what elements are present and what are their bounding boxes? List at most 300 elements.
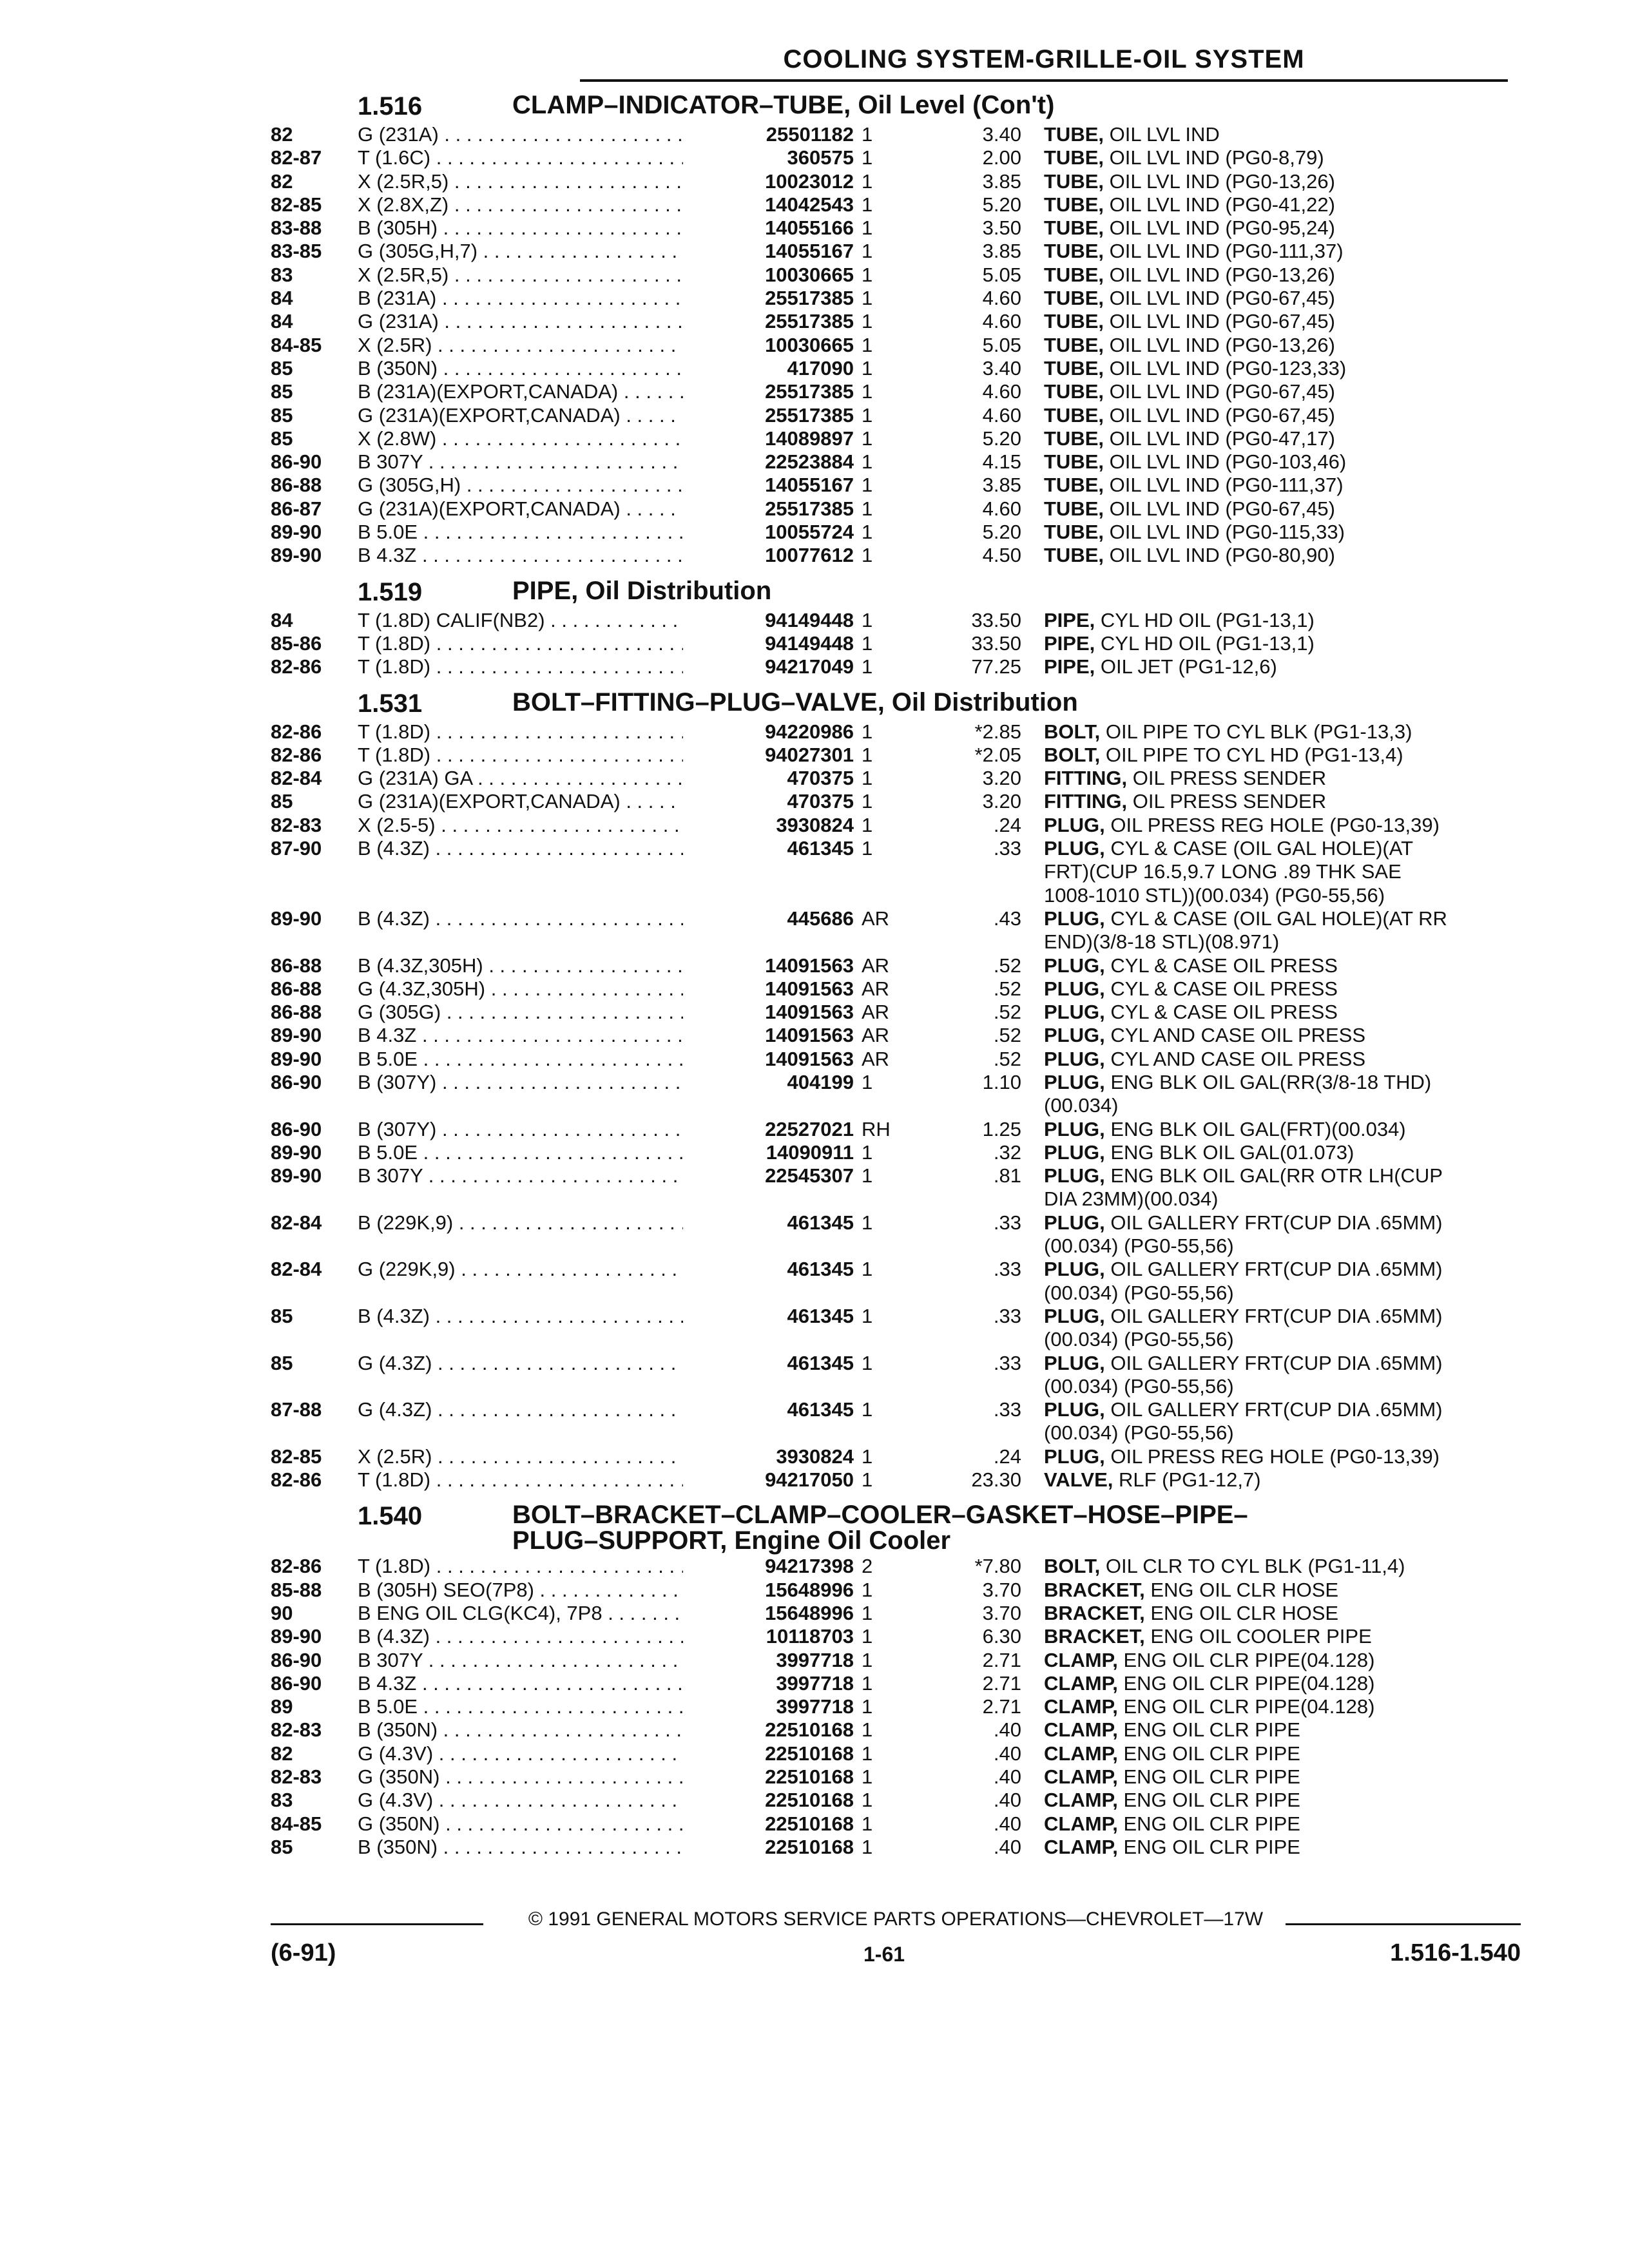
model-years: 84-85	[271, 333, 322, 356]
part-keyword: TUBE,	[1044, 544, 1104, 567]
description-text: CYL & CASE OIL PRESS	[1110, 977, 1338, 1000]
application: X (2.8W) . . .	[358, 427, 693, 450]
application: G (231A)(EXPORT,CANADA) . . .	[358, 404, 693, 427]
application: T (1.8D) . . .	[358, 632, 693, 655]
quantity: 1	[862, 193, 873, 216]
model-years: 84	[271, 608, 293, 631]
price: 4.60	[982, 310, 1021, 333]
part-keyword: TUBE,	[1044, 333, 1104, 356]
part-number: 94217398	[683, 1555, 854, 1578]
description-text: CYL HD OIL (PG1-13,1)	[1100, 608, 1315, 631]
application: B 5.0E . . .	[358, 1141, 693, 1164]
description-text: ENG OIL CLR PIPE	[1123, 1812, 1300, 1835]
application: B 5.0E . . .	[358, 1048, 693, 1071]
description-text: OIL PIPE TO CYL BLK (PG1-13,3)	[1105, 720, 1412, 743]
part-number: 94027301	[683, 744, 854, 767]
part-number: 10030665	[683, 334, 854, 357]
part-number: 22527021	[683, 1118, 854, 1141]
price: 4.15	[982, 450, 1021, 474]
application: B (4.3Z) . . .	[358, 1625, 693, 1648]
price: 4.60	[982, 287, 1021, 310]
quantity: AR	[862, 977, 890, 1000]
model-years: 86-90	[271, 450, 322, 474]
quantity: 1	[862, 403, 873, 427]
section-number: 1.531	[358, 689, 423, 718]
description-text: OIL GALLERY FRT(CUP DIA .65MM) (00.034) (PG0-55,56)	[1044, 1211, 1443, 1258]
application: G (231A) . . .	[358, 310, 693, 333]
description-text: CYL & CASE (OIL GAL HOLE)(AT FRT)(CUP 16.5,9.7 LONG .89 THK SAE 1008-1010 STL))(00.034) (PG0-55,56)	[1044, 837, 1414, 907]
part-keyword: VALVE,	[1044, 1468, 1113, 1492]
quantity: 1	[862, 631, 873, 655]
part-number: 3930824	[683, 814, 854, 837]
part-keyword: PLUG,	[1044, 1445, 1105, 1468]
price: .52	[993, 1001, 1021, 1024]
description-text: OIL LVL IND	[1109, 123, 1220, 146]
quantity: 1	[862, 380, 873, 403]
model-years: 89-90	[271, 1024, 322, 1047]
price: .52	[993, 954, 1021, 977]
description-text: OIL LVL IND (PG0-67,45)	[1109, 287, 1335, 310]
price: .40	[993, 1765, 1021, 1788]
quantity: 1	[862, 1164, 873, 1187]
part-number: 94217050	[683, 1468, 854, 1492]
description-text: ENG OIL COOLER PIPE	[1150, 1625, 1372, 1648]
part-number: 10055724	[683, 521, 854, 544]
price: 5.20	[982, 521, 1021, 544]
quantity: 1	[862, 720, 873, 743]
part-keyword: BRACKET,	[1044, 1625, 1145, 1648]
part-keyword: CLAMP,	[1044, 1789, 1118, 1812]
price: 5.20	[982, 427, 1021, 450]
description-text: OIL LVL IND (PG0-95,24)	[1109, 216, 1335, 240]
section-range: 1.516-1.540	[1390, 1939, 1521, 1966]
part-keyword: CLAMP,	[1044, 1695, 1118, 1718]
description-text: ENG OIL CLR PIPE	[1123, 1742, 1300, 1765]
quantity: 1	[862, 146, 873, 169]
description-text: ENG OIL CLR PIPE(04.128)	[1123, 1695, 1375, 1718]
application: X (2.5R,5) . . .	[358, 170, 693, 193]
price: *2.05	[974, 743, 1021, 766]
description-text: OIL LVL IND (PG0-41,22)	[1109, 193, 1335, 216]
model-years: 83-88	[271, 216, 322, 240]
part-number: 3930824	[683, 1445, 854, 1468]
model-years: 89-90	[271, 1140, 322, 1164]
description-text: OIL LVL IND (PG0-8,79)	[1109, 146, 1324, 169]
model-years: 83	[271, 1789, 293, 1812]
description-text: OIL GALLERY FRT(CUP DIA .65MM) (00.034) (PG0-55,56)	[1044, 1351, 1443, 1398]
application: B (4.3Z,305H) . . .	[358, 954, 693, 977]
part-keyword: BOLT,	[1044, 720, 1101, 743]
part-keyword: BOLT,	[1044, 1555, 1101, 1578]
application: B (307Y) . . .	[358, 1118, 693, 1141]
application: B 5.0E . . .	[358, 521, 693, 544]
price: 4.60	[982, 380, 1021, 403]
model-years: 82-83	[271, 813, 322, 836]
model-years: 82-85	[271, 1445, 322, 1468]
part-keyword: PLUG,	[1044, 1258, 1105, 1281]
description-text: ENG BLK OIL GAL(RR OTR LH(CUP DIA 23MM)(00.034)	[1044, 1164, 1443, 1211]
price: 5.20	[982, 193, 1021, 216]
part-keyword: TUBE,	[1044, 193, 1104, 216]
part-number: 14089897	[683, 427, 854, 450]
part-number: 461345	[683, 1398, 854, 1421]
part-keyword: PLUG,	[1044, 1117, 1105, 1140]
application: G (231A) GA . . .	[358, 767, 693, 790]
price: .33	[993, 1351, 1021, 1374]
part-number: 461345	[683, 1211, 854, 1235]
quantity: 1	[862, 790, 873, 813]
part-keyword: FITTING,	[1044, 767, 1128, 790]
part-number: 10023012	[683, 170, 854, 193]
quantity: 2	[862, 1555, 873, 1578]
quantity: 1	[862, 427, 873, 450]
part-keyword: PLUG,	[1044, 1024, 1105, 1047]
quantity: 1	[862, 310, 873, 333]
part-number: 14055167	[683, 474, 854, 497]
price: 77.25	[971, 655, 1021, 678]
part-keyword: PIPE,	[1044, 631, 1095, 655]
part-number: 461345	[683, 1352, 854, 1375]
part-keyword: TUBE,	[1044, 216, 1104, 240]
part-number: 14091563	[683, 1024, 854, 1047]
section-name: PIPE, Oil Distribution	[512, 576, 772, 605]
price: .52	[993, 1047, 1021, 1070]
application: X (2.8X,Z) . . .	[358, 193, 693, 216]
quantity: 1	[862, 450, 873, 474]
quantity: 1	[862, 1742, 873, 1765]
model-years: 85	[271, 356, 293, 380]
description-text: OIL LVL IND (PG0-67,45)	[1109, 310, 1335, 333]
price: .33	[993, 1211, 1021, 1234]
part-keyword: CLAMP,	[1044, 1718, 1118, 1742]
quantity: 1	[862, 1398, 873, 1421]
part-keyword: CLAMP,	[1044, 1812, 1118, 1835]
model-years: 87-88	[271, 1398, 322, 1421]
part-keyword: PLUG,	[1044, 1164, 1105, 1187]
description-text: OIL GALLERY FRT(CUP DIA .65MM) (00.034) (PG0-55,56)	[1044, 1258, 1443, 1304]
part-keyword: PIPE,	[1044, 655, 1095, 678]
part-number: 10118703	[683, 1625, 854, 1648]
model-years: 82	[271, 1742, 293, 1765]
quantity: 1	[862, 287, 873, 310]
application: B (350N) . . .	[358, 357, 693, 380]
part-keyword: CLAMP,	[1044, 1835, 1118, 1858]
quantity: 1	[862, 1445, 873, 1468]
model-years: 89-90	[271, 1164, 322, 1187]
part-keyword: PLUG,	[1044, 977, 1105, 1000]
part-keyword: CLAMP,	[1044, 1648, 1118, 1671]
description-text: OIL LVL IND (PG0-67,45)	[1109, 380, 1335, 403]
application: B ENG OIL CLG(KC4), 7P8 . . .	[358, 1602, 693, 1625]
description-text: OIL GALLERY FRT(CUP DIA .65MM) (00.034) (PG0-55,56)	[1044, 1304, 1443, 1351]
application: B (4.3Z) . . .	[358, 907, 693, 930]
price: .43	[993, 907, 1021, 930]
application: G (350N) . . .	[358, 1765, 693, 1789]
description-text: ENG OIL CLR PIPE	[1123, 1765, 1300, 1788]
price: 6.30	[982, 1625, 1021, 1648]
part-keyword: BRACKET,	[1044, 1578, 1145, 1601]
application: B (4.3Z) . . .	[358, 837, 693, 860]
part-number: 25517385	[683, 287, 854, 310]
part-keyword: PLUG,	[1044, 907, 1105, 930]
price: .32	[993, 1140, 1021, 1164]
model-years: 82-85	[271, 193, 322, 216]
quantity: RH	[862, 1117, 891, 1140]
part-keyword: TUBE,	[1044, 146, 1104, 169]
description-text: OIL LVL IND (PG0-13,26)	[1109, 333, 1335, 356]
price: 23.30	[971, 1468, 1021, 1492]
quantity: 1	[862, 1718, 873, 1742]
description-text: OIL LVL IND (PG0-80,90)	[1109, 544, 1335, 567]
description-text: OIL LVL IND (PG0-103,46)	[1109, 450, 1347, 474]
part-keyword: PLUG,	[1044, 1140, 1105, 1164]
model-years: 85	[271, 427, 293, 450]
price: .40	[993, 1742, 1021, 1765]
description-text: ENG OIL CLR HOSE	[1150, 1578, 1339, 1601]
part-keyword: PLUG,	[1044, 954, 1105, 977]
model-years: 86-88	[271, 977, 322, 1000]
quantity: 1	[862, 123, 873, 146]
quantity: 1	[862, 767, 873, 790]
model-years: 85	[271, 1835, 293, 1858]
part-number: 22510168	[683, 1836, 854, 1859]
quantity: 1	[862, 813, 873, 836]
price: 4.60	[982, 403, 1021, 427]
part-number: 417090	[683, 357, 854, 380]
model-years: 84-85	[271, 1812, 322, 1835]
model-years: 86-88	[271, 1001, 322, 1024]
application: G (4.3Z) . . .	[358, 1352, 693, 1375]
quantity: 1	[862, 655, 873, 678]
description-text: OIL LVL IND (PG0-67,45)	[1109, 403, 1335, 427]
application: B (307Y) . . .	[358, 1071, 693, 1094]
quantity: AR	[862, 1001, 890, 1024]
price: 5.05	[982, 333, 1021, 356]
quantity: 1	[862, 216, 873, 240]
part-keyword: TUBE,	[1044, 169, 1104, 193]
section-number: 1.540	[358, 1502, 423, 1531]
application: B 307Y . . .	[358, 1164, 693, 1187]
part-keyword: TUBE,	[1044, 403, 1104, 427]
model-years: 82-86	[271, 1555, 322, 1578]
model-years: 85	[271, 790, 293, 813]
part-number: 94149448	[683, 609, 854, 632]
quantity: 1	[862, 169, 873, 193]
quantity: 1	[862, 1468, 873, 1492]
application: B 4.3Z . . .	[358, 1024, 693, 1047]
part-keyword: TUBE,	[1044, 263, 1104, 286]
part-number: 14091563	[683, 954, 854, 977]
part-number: 461345	[683, 1258, 854, 1281]
price: 3.20	[982, 790, 1021, 813]
model-years: 86-90	[271, 1648, 322, 1671]
application: B (229K,9) . . .	[358, 1211, 693, 1235]
application: B (4.3Z) . . .	[358, 1305, 693, 1328]
quantity: 1	[862, 1578, 873, 1601]
price: 3.70	[982, 1601, 1021, 1624]
part-keyword: TUBE,	[1044, 380, 1104, 403]
price: 2.71	[982, 1695, 1021, 1718]
part-number: 14091563	[683, 1001, 854, 1024]
part-number: 94149448	[683, 632, 854, 655]
description-text: ENG BLK OIL GAL(RR(3/8-18 THD) (00.034)	[1044, 1070, 1432, 1117]
price: 4.60	[982, 497, 1021, 520]
description-text: OIL LVL IND (PG0-13,26)	[1109, 169, 1335, 193]
description-text: OIL PRESS SENDER	[1132, 767, 1327, 790]
application: B (231A)(EXPORT,CANADA) . . .	[358, 380, 693, 403]
price: .40	[993, 1835, 1021, 1858]
description-text: ENG OIL CLR PIPE	[1123, 1718, 1300, 1742]
description-text: OIL LVL IND (PG0-13,26)	[1109, 263, 1335, 286]
part-number: 360575	[683, 146, 854, 169]
part-number: 22545307	[683, 1164, 854, 1187]
part-keyword: BRACKET,	[1044, 1601, 1145, 1624]
price: 2.71	[982, 1648, 1021, 1671]
part-number: 14055166	[683, 216, 854, 240]
price: 1.25	[982, 1117, 1021, 1140]
description-text: CYL AND CASE OIL PRESS	[1110, 1047, 1366, 1070]
application: B (305H) SEO(7P8) . . .	[358, 1579, 693, 1602]
quantity: 1	[862, 1140, 873, 1164]
price: 3.20	[982, 767, 1021, 790]
application: G (4.3Z) . . .	[358, 1398, 693, 1421]
part-number: 3997718	[683, 1649, 854, 1672]
application: G (231A)(EXPORT,CANADA) . . .	[358, 497, 693, 521]
part-number: 22510168	[683, 1765, 854, 1789]
model-years: 82-86	[271, 1468, 322, 1492]
application: X (2.5R) . . .	[358, 334, 693, 357]
page-number: 1-61	[863, 1943, 905, 1966]
part-keyword: PLUG,	[1044, 1070, 1105, 1093]
description-text: OIL LVL IND (PG0-111,37)	[1109, 240, 1344, 263]
model-years: 82-84	[271, 767, 322, 790]
application: G (350N) . . .	[358, 1812, 693, 1836]
price: .40	[993, 1718, 1021, 1742]
part-keyword: CLAMP,	[1044, 1742, 1118, 1765]
model-years: 82-84	[271, 1211, 322, 1234]
application: B 307Y . . .	[358, 1649, 693, 1672]
part-keyword: CLAMP,	[1044, 1671, 1118, 1695]
quantity: 1	[862, 1351, 873, 1374]
part-number: 461345	[683, 837, 854, 860]
application: T (1.8D) . . .	[358, 655, 693, 678]
part-number: 470375	[683, 767, 854, 790]
application: T (1.8D) . . .	[358, 744, 693, 767]
model-years: 84	[271, 287, 293, 310]
part-number: 22510168	[683, 1789, 854, 1812]
application: G (231A)(EXPORT,CANADA) . . .	[358, 790, 693, 813]
price: *7.80	[974, 1555, 1021, 1578]
quantity: 1	[862, 497, 873, 520]
quantity: 1	[862, 1304, 873, 1327]
model-years: 86-87	[271, 497, 322, 520]
part-keyword: TUBE,	[1044, 240, 1104, 263]
price: 3.40	[982, 123, 1021, 146]
quantity: 1	[862, 1812, 873, 1835]
part-number: 14091563	[683, 977, 854, 1001]
part-number: 14042543	[683, 193, 854, 216]
description-text: ENG OIL CLR PIPE	[1123, 1789, 1300, 1812]
quantity: 1	[862, 1671, 873, 1695]
description-text: CYL & CASE OIL PRESS	[1110, 954, 1338, 977]
model-years: 85	[271, 1351, 293, 1374]
application: G (4.3V) . . .	[358, 1742, 693, 1765]
price: 1.10	[982, 1070, 1021, 1093]
section-name: CLAMP–INDICATOR–TUBE, Oil Level (Con't)	[512, 91, 1055, 119]
model-years: 85	[271, 1304, 293, 1327]
description-text: OIL PRESS REG HOLE (PG0-13,39)	[1110, 1445, 1440, 1468]
model-years: 89-90	[271, 1625, 322, 1648]
description-text: OIL CLR TO CYL BLK (PG1-11,4)	[1105, 1555, 1405, 1578]
part-number: 404199	[683, 1071, 854, 1094]
quantity: 1	[862, 521, 873, 544]
quantity: 1	[862, 1789, 873, 1812]
model-years: 86-90	[271, 1117, 322, 1140]
application: G (4.3V) . . .	[358, 1789, 693, 1812]
application: X (2.5-5) . . .	[358, 814, 693, 837]
quantity: 1	[862, 1625, 873, 1648]
part-number: 22510168	[683, 1718, 854, 1742]
part-number: 15648996	[683, 1602, 854, 1625]
model-years: 82-83	[271, 1765, 322, 1788]
part-keyword: PLUG,	[1044, 837, 1105, 860]
part-number: 25517385	[683, 404, 854, 427]
part-number: 15648996	[683, 1579, 854, 1602]
part-keyword: PLUG,	[1044, 1398, 1105, 1421]
price: .40	[993, 1812, 1021, 1835]
description-text: ENG OIL CLR PIPE(04.128)	[1123, 1648, 1375, 1671]
application: B (350N) . . .	[358, 1718, 693, 1742]
part-number: 3997718	[683, 1672, 854, 1695]
description-text: OIL LVL IND (PG0-111,37)	[1109, 474, 1344, 497]
copyright-notice: © 1991 GENERAL MOTORS SERVICE PARTS OPERATIONS—CHEVROLET—17W	[271, 1908, 1521, 1930]
part-number: 94217049	[683, 655, 854, 678]
description-text: OIL LVL IND (PG0-47,17)	[1109, 427, 1335, 450]
description-text: RLF (PG1-12,7)	[1119, 1468, 1261, 1492]
description-text: OIL GALLERY FRT(CUP DIA .65MM) (00.034) (PG0-55,56)	[1044, 1398, 1443, 1445]
application: B (350N) . . .	[358, 1836, 693, 1859]
description-text: ENG OIL CLR PIPE(04.128)	[1123, 1671, 1375, 1695]
model-years: 82-86	[271, 720, 322, 743]
part-keyword: TUBE,	[1044, 287, 1104, 310]
model-years: 90	[271, 1601, 293, 1624]
part-number: 10030665	[683, 264, 854, 287]
application: G (229K,9) . . .	[358, 1258, 693, 1281]
part-number: 14090911	[683, 1141, 854, 1164]
description-text: OIL PRESS REG HOLE (PG0-13,39)	[1110, 813, 1440, 836]
part-number: 25517385	[683, 380, 854, 403]
part-keyword: TUBE,	[1044, 123, 1104, 146]
description-text: CYL & CASE (OIL GAL HOLE)(AT RR END)(3/8-18 STL)(08.971)	[1044, 907, 1447, 954]
model-years: 82-87	[271, 146, 322, 169]
price: .33	[993, 1258, 1021, 1281]
quantity: 1	[862, 1258, 873, 1281]
price: 3.85	[982, 240, 1021, 263]
part-keyword: TUBE,	[1044, 310, 1104, 333]
application: T (1.8D) CALIF(NB2) . . .	[358, 609, 693, 632]
price: *2.85	[974, 720, 1021, 743]
price: 2.71	[982, 1671, 1021, 1695]
part-keyword: FITTING,	[1044, 790, 1128, 813]
model-years: 83-85	[271, 240, 322, 263]
application: B 4.3Z . . .	[358, 1672, 693, 1695]
application: G (305G,H) . . .	[358, 474, 693, 497]
quantity: 1	[862, 837, 873, 860]
model-years: 89-90	[271, 1047, 322, 1070]
quantity: AR	[862, 954, 890, 977]
part-keyword: TUBE,	[1044, 427, 1104, 450]
quantity: 1	[862, 1695, 873, 1718]
